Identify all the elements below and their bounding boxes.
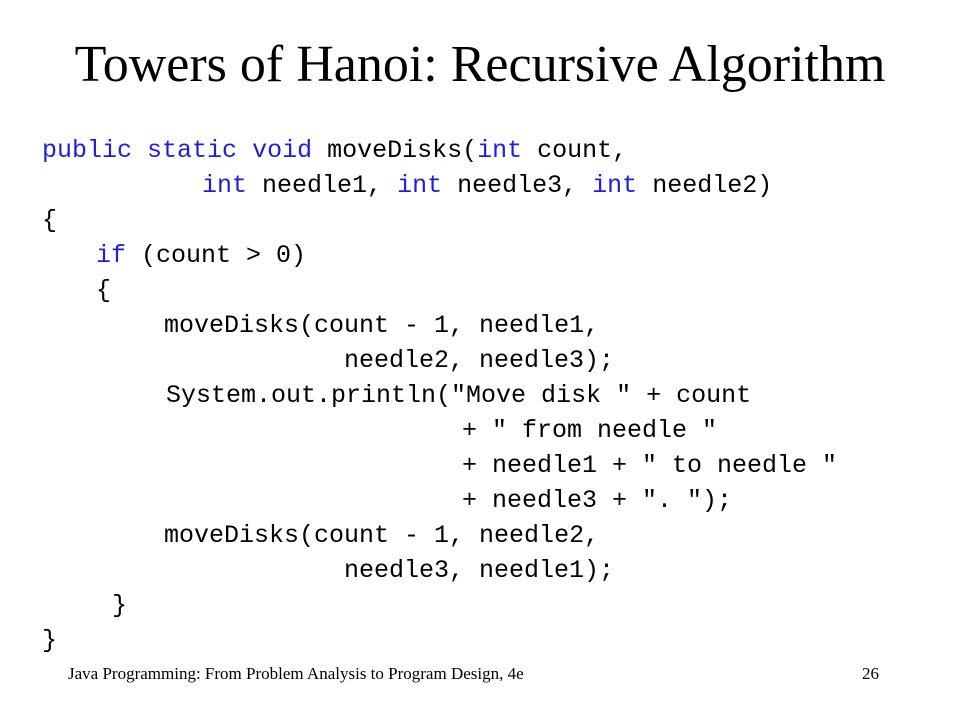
code-line-9: + " from needle " [462, 416, 718, 445]
code-line-1 [42, 136, 627, 166]
code-text: moveDisks( [327, 136, 478, 165]
code-text: needle1, [262, 171, 383, 200]
keyword: public [42, 136, 133, 165]
code-line-8: System.out.println("Move disk " + count [166, 381, 752, 410]
code-line-15: } [42, 626, 58, 655]
code-line-6: moveDisks(count - 1, needle1, [164, 311, 600, 340]
code-line-2 [202, 171, 772, 201]
keyword: void [252, 136, 313, 165]
code-line-3: { [42, 206, 58, 235]
footer-source: Java Programming: From Problem Analysis to Program Design, 4e [68, 664, 524, 683]
page-number: 26 [862, 664, 879, 683]
keyword: int [397, 171, 443, 200]
slide-title: Towers of Hanoi: Recursive Algorithm [74, 36, 886, 93]
code-line-10: + needle1 + " to needle " [462, 451, 838, 480]
keyword: int [592, 171, 638, 200]
keyword: int [202, 171, 248, 200]
code-line-11: + needle3 + ". "); [462, 486, 733, 515]
code-line-12: moveDisks(count - 1, needle2, [164, 521, 600, 550]
code-text: needle3, [457, 171, 578, 200]
code-text: (count > 0) [141, 241, 307, 270]
code-line-5: { [96, 276, 112, 305]
code-text: count, [537, 136, 628, 165]
code-line-13: needle3, needle1); [344, 556, 615, 585]
keyword: int [477, 136, 523, 165]
code-line-4 [96, 241, 306, 271]
code-line-14: } [112, 591, 128, 620]
code-line-7: needle2, needle3); [344, 346, 615, 375]
keyword: static [147, 136, 238, 165]
code-text: needle2) [652, 171, 773, 200]
keyword: if [96, 241, 127, 270]
